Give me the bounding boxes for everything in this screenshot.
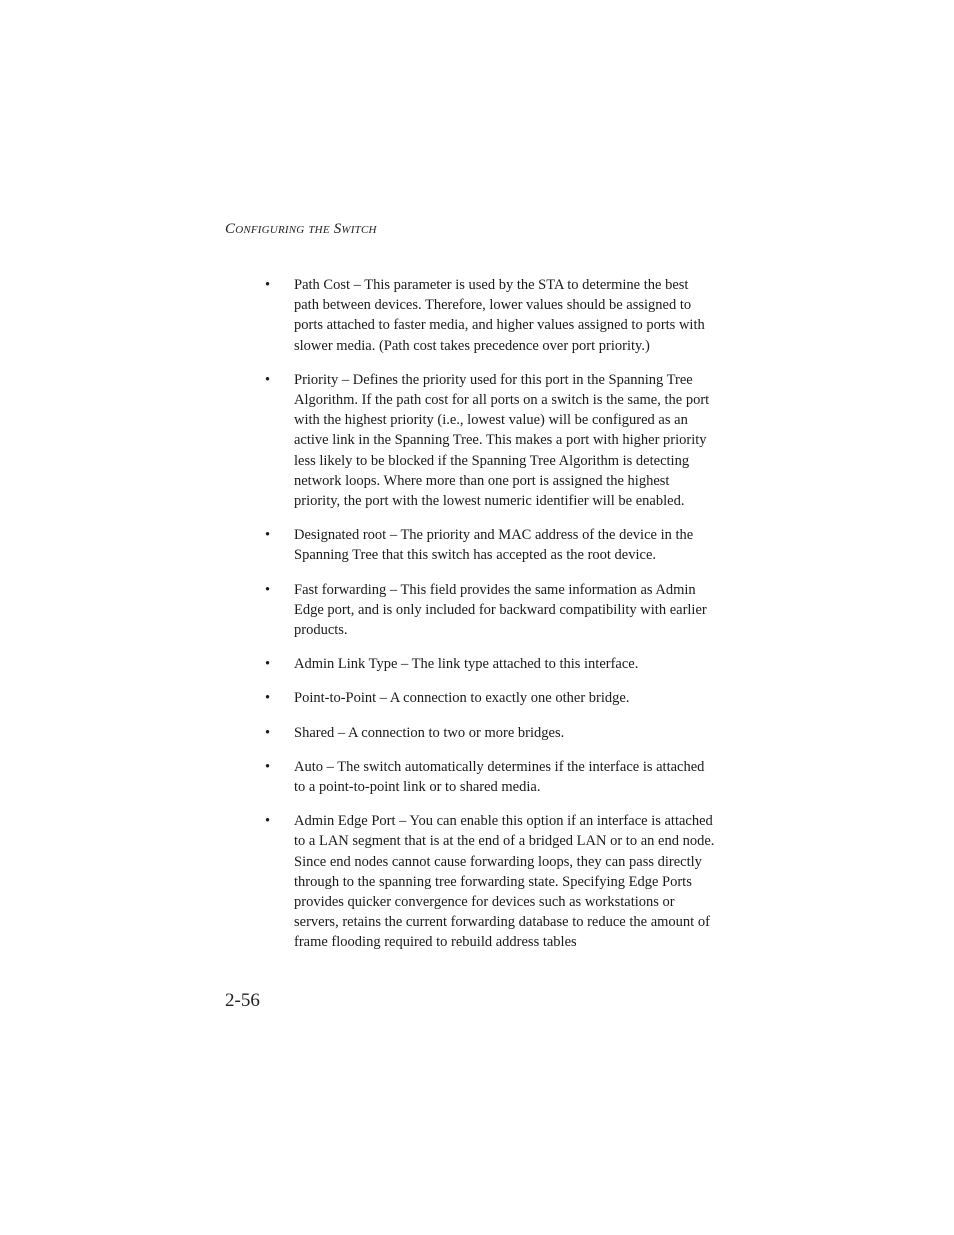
bullet-icon: • [265,371,271,388]
list-item-admin-edge-port [265,811,717,952]
bullet-icon: • [265,656,271,673]
list-item-text: Auto – The switch automatically determines if the interface is attached to a point-to-point link or to shared media. [294,758,705,796]
list-item-admin-link-type [265,654,717,674]
bullet-icon: • [265,724,271,741]
list-item-text: Path Cost – This parameter is used by the STA to determine the best path between devices. Therefore, lower values should be assigned to ports attached to faster media, and higher values assigned to ports with slower media. (Path cost takes precedence over port priority.) [294,277,705,354]
bullet-icon: • [265,277,271,293]
bullet-icon: • [265,690,271,707]
list-item-text: Fast forwarding – This field provides the same information as Admin Edge port, and is only included for backward compatibility with earlier products. [294,581,707,639]
bullet-icon: • [265,813,271,830]
bullet-icon: • [265,527,271,544]
list-item-text: Designated root – The priority and MAC address of the device in the Spanning Tree that this switch has accepted as the root device. [294,527,694,564]
list-item-priority [265,370,717,511]
bullet-icon: • [265,758,271,775]
running-header: Configuring the Switch [225,221,377,237]
list-item-auto [265,757,717,797]
list-item-text: Point-to-Point – A connection to exactly one other bridge. [294,690,630,707]
list-item-text: Shared – A connection to two or more bridges. [294,724,565,741]
bullet-icon: • [265,581,271,598]
list-item-text: Priority – Defines the priority used for this port in the Spanning Tree Algorithm. If the path cost for all ports on a switch is the same, the port with the highest priority (i.e., lowest value) will be configured as an active link in the Spanning Tree. This makes a port with higher priority less likely to be blocked if the Spanning Tree Algorithm is detecting network loops. Where more than one port is assigned the highest priority, the port with the lowest numeric identifier will be enabled. [294,371,710,510]
list-item-text: Admin Edge Port – You can enable this option if an interface is attached to a LAN segment that is at the end of a bridged LAN or to an end node. Since end nodes cannot cause forwarding loops, they can pass directly through to the spanning tree forwarding state. Specifying Edge Ports provides quicker convergence for devices such as workstations or servers, retains the current forwarding database to reduce the amount of frame flooding required to rebuild address tables [294,813,715,951]
list-item-text: Admin Link Type – The link type attached to this interface. [294,656,639,673]
list-item-designated-root [265,525,717,565]
list-item-fast-forwarding [265,580,717,641]
list-item-point-to-point [265,688,717,708]
parameter-list [265,275,717,967]
page-number: 2-56 [225,990,260,1011]
list-item-shared [265,723,717,743]
list-item-path-cost [265,275,717,356]
